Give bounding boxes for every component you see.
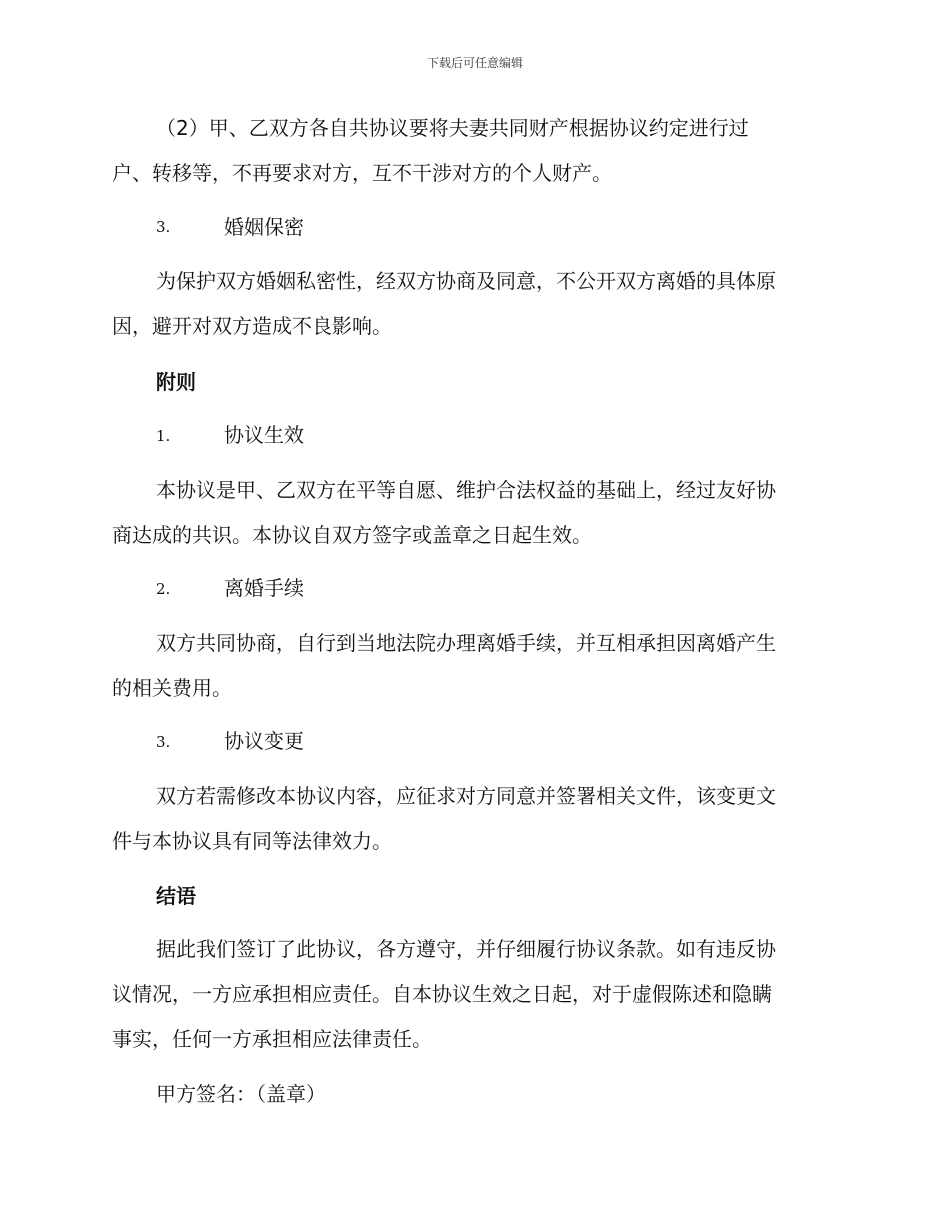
section-privacy-number: 3. bbox=[156, 218, 171, 236]
paragraph-privacy-line-2: 因，避开对双方造成不良影响。 bbox=[112, 314, 392, 338]
paragraph-procedure-line-2: 的相关费用。 bbox=[112, 676, 232, 700]
section-effect-title: 协议生效 bbox=[224, 423, 304, 447]
section-procedure-number: 2. bbox=[156, 580, 171, 598]
paragraph-change-line-1: 双方若需修改本协议内容，应征求对方同意并签署相关文件，该变更文 bbox=[156, 784, 776, 808]
section-procedure-title: 离婚手续 bbox=[224, 576, 304, 600]
paragraph-effect-line-1: 本协议是甲、乙双方在平等自愿、维护合法权益的基础上，经过友好协 bbox=[156, 478, 776, 502]
paragraph-property-line-2: 户、转移等，不再要求对方，互不干涉对方的个人财产。 bbox=[112, 161, 612, 185]
heading-appendix: 附则 bbox=[156, 370, 196, 394]
section-change-number: 3. bbox=[156, 733, 171, 751]
paragraph-procedure-line-1: 双方共同协商，自行到当地法院办理离婚手续，并互相承担因离婚产生 bbox=[156, 631, 776, 655]
paragraph-effect-line-2: 商达成的共识。本协议自双方签字或盖章之日起生效。 bbox=[112, 523, 592, 547]
paragraph-change-line-2: 件与本协议具有同等法律效力。 bbox=[112, 829, 392, 853]
signature-party-a: 甲方签名：（盖章） bbox=[156, 1082, 326, 1106]
section-privacy-title: 婚姻保密 bbox=[224, 215, 304, 239]
heading-conclusion: 结语 bbox=[156, 884, 196, 908]
section-effect-number: 1. bbox=[156, 427, 171, 445]
paragraph-conclusion-line-2: 议情况，一方应承担相应责任。自本协议生效之日起，对于虚假陈述和隐瞒 bbox=[112, 982, 772, 1006]
paragraph-privacy-line-1: 为保护双方婚姻私密性，经双方协商及同意，不公开双方离婚的具体原 bbox=[156, 269, 776, 293]
page-header: 下载后可任意编辑 bbox=[426, 56, 523, 70]
paragraph-conclusion-line-3: 事实，任何一方承担相应法律责任。 bbox=[112, 1027, 432, 1051]
section-change-title: 协议变更 bbox=[224, 729, 304, 753]
paragraph-property-line-1: （2）甲、乙双方各自共协议要将夫妻共同财产根据协议约定进行过 bbox=[156, 116, 749, 140]
paragraph-conclusion-line-1: 据此我们签订了此协议，各方遵守，并仔细履行协议条款。如有违反协 bbox=[156, 937, 776, 961]
